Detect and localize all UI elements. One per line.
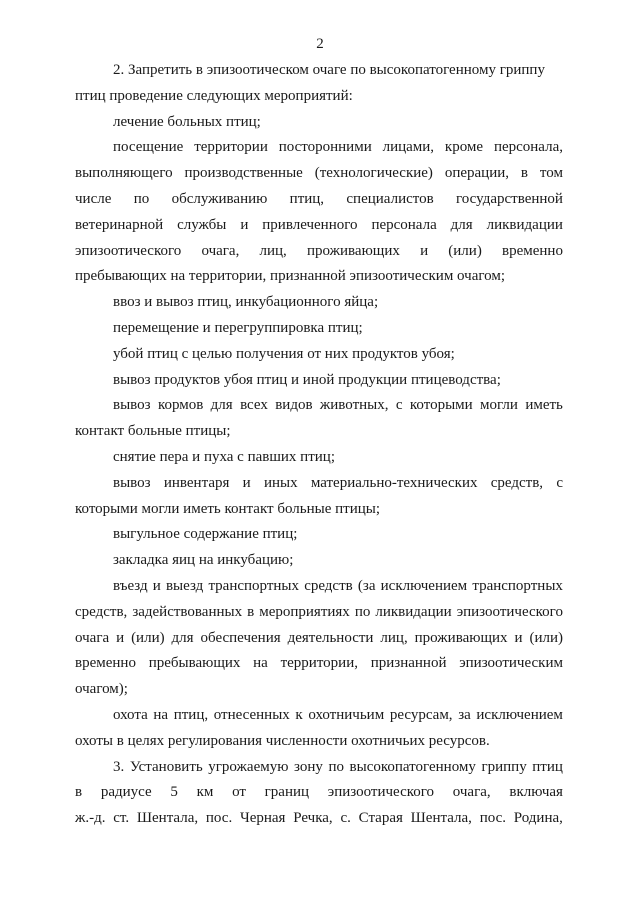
word: включая (509, 784, 563, 801)
text-line (75, 161, 563, 187)
word: зону (294, 758, 323, 775)
word: эпизоотического (456, 603, 563, 620)
word: мероприятиях (259, 603, 350, 620)
word: 3. (113, 758, 125, 775)
word: специалистов (346, 190, 434, 207)
word: ж.-д. (75, 810, 106, 827)
word: всех (240, 397, 268, 414)
word: гриппу (481, 758, 527, 775)
word: кроме (444, 139, 484, 156)
word: в (75, 784, 83, 801)
word: 5 (170, 784, 178, 801)
word: и (152, 577, 161, 594)
text-line: охоты в целях регулирования численности охотничьих ресурсов. (75, 732, 490, 749)
word: отнесенных (213, 706, 290, 723)
word: очага, (201, 242, 240, 259)
text-line (75, 213, 563, 239)
word: и (420, 242, 429, 259)
text-line: выгульное содержание птиц; (113, 526, 298, 543)
text-line (75, 780, 563, 806)
word: (за (357, 577, 376, 594)
text-line: снятие пера и пуха с павших птиц; (113, 448, 335, 465)
word: с (556, 474, 563, 491)
word: числе (75, 190, 112, 207)
word: транспортных (472, 577, 563, 594)
word: и (242, 474, 251, 491)
document-body (75, 58, 563, 832)
word: исключением (476, 706, 563, 723)
word: проживающих (307, 242, 400, 259)
word: (или) (131, 629, 165, 646)
word: лиц, (380, 629, 408, 646)
page-number: 2 (316, 36, 324, 52)
word: по (354, 603, 371, 620)
word: эпизоотического (327, 784, 435, 801)
word: территории, (280, 655, 358, 672)
word: км (196, 784, 214, 801)
word: пос. (205, 810, 233, 827)
word: Родина, (513, 810, 563, 827)
word: Старая (358, 810, 403, 827)
word: ресурсам, (389, 706, 453, 723)
word: птиц, (173, 706, 209, 723)
word: с (395, 397, 403, 414)
word: от (232, 784, 246, 801)
word: выезд (165, 577, 204, 594)
word: вывоз (113, 397, 151, 414)
text-line (75, 187, 563, 213)
word: проживающих (414, 629, 508, 646)
word: материально-технических (310, 474, 478, 491)
word: с. (340, 810, 351, 827)
word: охотничьим (308, 706, 385, 723)
text-line (75, 651, 563, 677)
word: въезд (113, 577, 148, 594)
word: государственной (456, 190, 563, 207)
text-line: лечение больных птиц; (113, 113, 261, 130)
word: очага (75, 629, 110, 646)
text-line (75, 135, 563, 161)
word: для (171, 629, 194, 646)
word: средств, (490, 474, 544, 491)
word: птиц (532, 758, 563, 775)
word: инвентаря (163, 474, 230, 491)
word: вывоз (113, 474, 151, 491)
word: на (253, 655, 268, 672)
word: угрожаемую (208, 758, 289, 775)
word: животных, (319, 397, 389, 414)
text-line: очагом); (75, 681, 128, 698)
word: выполняющего (75, 165, 173, 182)
word: и (240, 216, 249, 233)
text-line: вывоз продуктов убоя птиц и иной продукции птицеводства; (113, 371, 501, 388)
word: обеспечения (200, 629, 281, 646)
word: Шентала, (410, 810, 472, 827)
word: за (458, 706, 471, 723)
text-line (75, 755, 563, 781)
word: границ (264, 784, 310, 801)
word: радиусе (100, 784, 152, 801)
word: эпизоотического (75, 242, 182, 259)
word: пребывающих (148, 655, 241, 672)
word: территории (194, 139, 268, 156)
word: (или) (448, 242, 482, 259)
word: ликвидации (375, 603, 452, 620)
word: для (450, 216, 473, 233)
word: иметь (525, 397, 563, 414)
word: и (514, 629, 523, 646)
word: эпизоотическим (459, 655, 563, 672)
word: лиц, (259, 242, 287, 259)
word: для (210, 397, 233, 414)
word: лицами, (382, 139, 435, 156)
word: средств (304, 577, 353, 594)
word: персонала, (493, 139, 563, 156)
word: Шентала, (136, 810, 199, 827)
text-line (75, 393, 563, 419)
word: могли (480, 397, 518, 414)
word: транспортных (208, 577, 300, 594)
word: привлеченного (262, 216, 358, 233)
text-line (75, 806, 563, 832)
word: и (116, 629, 125, 646)
word: Речка, (293, 810, 333, 827)
word: высокопатогенному (349, 758, 476, 775)
text-line: закладка яиц на инкубацию; (113, 552, 294, 569)
text-line (75, 239, 563, 265)
word: посещение (113, 139, 184, 156)
text-line: пребывающих на территории, признанной эпизоотическим очагом; (75, 268, 506, 285)
word: охота (113, 706, 148, 723)
word: признанной (370, 655, 447, 672)
word: видов (275, 397, 313, 414)
word: ст. (113, 810, 130, 827)
text-line: контакт больные птицы; (75, 423, 231, 440)
word: задействованных (132, 603, 243, 620)
word: в (520, 165, 528, 182)
text-line (75, 574, 563, 600)
word: производственные (184, 165, 303, 182)
word: деятельности (287, 629, 374, 646)
word: операции, (444, 165, 510, 182)
word: (или) (529, 629, 563, 646)
word: Установить (129, 758, 203, 775)
word: очага, (452, 784, 491, 801)
word: ликвидации (486, 216, 563, 233)
word: иных (263, 474, 298, 491)
word: обслуживанию (171, 190, 268, 207)
word: том (539, 165, 563, 182)
word: персонала (371, 216, 437, 233)
word: службы (177, 216, 227, 233)
text-line: которыми могли иметь контакт больные птицы; (75, 500, 381, 517)
word: временно (502, 242, 563, 259)
word: временно (75, 655, 136, 672)
text-line (75, 471, 563, 497)
text-line: перемещение и перегруппировка птиц; (113, 319, 363, 336)
word: по (328, 758, 344, 775)
text-line (75, 626, 563, 652)
text-line (75, 703, 563, 729)
word: кормов (157, 397, 204, 414)
word: ветеринарной (75, 216, 164, 233)
word: исключением (380, 577, 468, 594)
word: птиц, (289, 190, 325, 207)
word: в (247, 603, 255, 620)
text-line: ввоз и вывоз птиц, инкубационного яйца; (113, 294, 379, 311)
text-line: птиц проведение следующих мероприятий: (75, 87, 353, 104)
word: к (295, 706, 303, 723)
word: средств, (75, 603, 128, 620)
word: Черная (239, 810, 286, 827)
word: на (153, 706, 169, 723)
word: которыми (409, 397, 473, 414)
word: пос. (479, 810, 506, 827)
text-line (75, 600, 563, 626)
text-line: 2. Запретить в эпизоотическом очаге по высокопатогенному гриппу (113, 62, 545, 78)
word: посторонними (278, 139, 372, 156)
text-line: убой птиц с целью получения от них продуктов убоя; (113, 345, 455, 362)
word: по (133, 190, 150, 207)
word: (технологические) (314, 165, 433, 182)
